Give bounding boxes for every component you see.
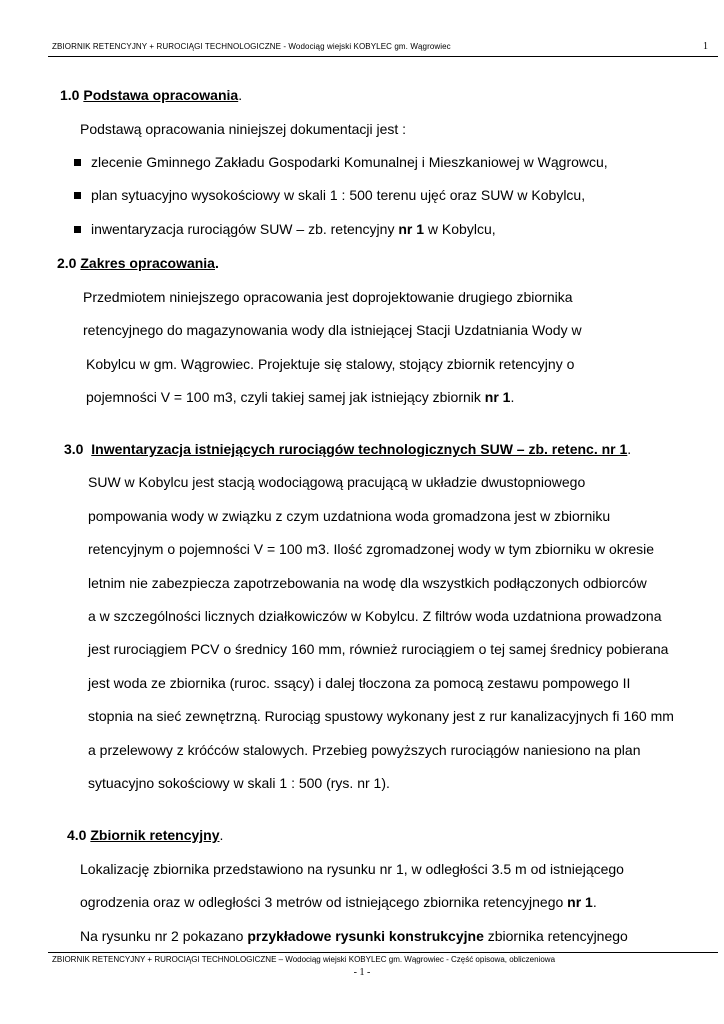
section-2-line-1: Przedmiotem niniejszego opracowania jest doprojektowanie drugiego zbiornika — [83, 289, 573, 305]
footer-page-number: - 1 - — [353, 967, 371, 978]
section-3-line-3: retencyjnym o pojemności V = 100 m3. Ilość zgromadzonej wody w tym zbiorniku w okresie — [88, 541, 655, 557]
header-page-number: 1 — [703, 41, 708, 52]
section-3-number: 3.0 — [64, 441, 88, 457]
header-rule — [48, 56, 718, 57]
bullet-1-icon — [74, 159, 81, 166]
section-4-heading: 4.0 Zbiornik retencyjny. — [67, 827, 224, 843]
section-1-number: 1.0 — [60, 87, 84, 103]
list-item-3-text: inwentaryzacja rurociągów SUW – zb. retencyjny — [91, 221, 399, 237]
section-4-line-3-bold: przykładowe rysunki konstrukcyjne — [247, 928, 484, 944]
running-header: ZBIORNIK RETENCYJNY + RUROCIĄGI TECHNOLOGICZNE - Wodociąg wiejski KOBYLEC gm. Wągrowiec — [52, 42, 451, 51]
section-3-line-5: a w szczególności licznych działkowiczów w Kobylcu. Z filtrów woda uzdatniona prowadzona — [88, 608, 662, 624]
section-4-line-2: ogrodzenia oraz w odległości 3 metrów od istniejącego zbiornika retencyjnego nr 1. — [80, 894, 597, 910]
section-2-line-4-bold: nr 1 — [484, 389, 511, 405]
section-3-line-10: sytuacyjno sokościowy w skali 1 : 500 (rys. nr 1). — [88, 775, 390, 791]
section-2-title: Zakres opracowania — [80, 255, 215, 271]
section-3-line-4: letnim nie zabezpiecza zapotrzebowania na wodę dla wszystkich podłączonych odbiorców — [88, 575, 647, 591]
section-4-line-3-text: Na rysunku nr 2 pokazano — [80, 928, 248, 944]
list-item-3 — [91, 221, 496, 237]
section-2-heading: 2.0 Zakres opracowania. — [57, 255, 219, 271]
section-4-line-3 — [80, 928, 628, 944]
section-2-line-3: Kobylcu w gm. Wągrowiec. Projektuje się stalowy, stojący zbiornik retencyjny o — [86, 356, 575, 372]
list-item-3-bold: nr 1 — [398, 221, 425, 237]
section-2-line-4-text: pojemności V = 100 m3, czyli takiej samej jak istniejący zbiornik — [86, 389, 485, 405]
section-1-intro: Podstawą opracowania niniejszej dokumentacji jest : — [80, 121, 407, 137]
section-1-heading: 1.0 Podstawa opracowania. — [60, 87, 243, 103]
section-3-line-6: jest rurociągiem PCV o średnicy 160 mm, również rurociągiem o tej samej średnicy pobierana — [88, 641, 669, 657]
section-3-heading: 3.0 Inwentaryzacja istniejących rurociągów technologicznych SUW – zb. retenc. nr 1. — [64, 441, 632, 457]
section-4-line-3-tail: zbiornika retencyjnego — [483, 928, 628, 944]
list-item-3-tail: w Kobylcu, — [424, 221, 496, 237]
section-4-line-2-text: ogrodzenia oraz w odległości 3 metrów od istniejącego zbiornika retencyjnego — [80, 894, 568, 910]
section-3-line-1: SUW w Kobylcu jest stacją wodociągową pracującą w układzie dwustopniowego — [88, 474, 586, 490]
list-item-2: plan sytuacyjno wysokościowy w skali 1 : 500 terenu ujęć oraz SUW w Kobylcu, — [91, 187, 586, 203]
section-2-line-2: retencyjnego do magazynowania wody dla istniejącej Stacji Uzdatniania Wody w — [83, 322, 582, 338]
section-4-number: 4.0 — [67, 827, 91, 843]
running-footer: ZBIORNIK RETENCYJNY + RUROCIĄGI TECHNOLOGICZNE – Wodociąg wiejski KOBYLEC gm. Wągrowiec - Część opisowa, obliczeniowa — [52, 955, 556, 964]
section-3-title: Inwentaryzacja istniejących rurociągów technologicznych SUW – zb. retenc. nr 1 — [91, 441, 628, 457]
section-4-title: Zbiornik retencyjny — [90, 827, 220, 843]
section-2-number: 2.0 — [57, 255, 81, 271]
section-3-line-8: stopnia na sieć zewnętrzną. Rurociąg spustowy wykonany jest z rur kanalizacyjnych fi 160 mm — [88, 708, 674, 724]
section-4-line-1: Lokalizację zbiornika przedstawiono na rysunku nr 1, w odległości 3.5 m od istniejącego — [80, 861, 624, 877]
section-4-line-2-bold: nr 1 — [567, 894, 593, 910]
bullet-3-icon — [74, 226, 81, 233]
section-3-line-2: pompowania wody w związku z czym uzdatniona woda gromadzona jest w zbiorniku — [88, 508, 611, 524]
section-3-line-9: a przelewowy z króćców stalowych. Przebieg powyższych rurociągów naniesiono na plan — [88, 742, 641, 758]
bullet-2-icon — [74, 192, 81, 199]
footer-rule — [48, 952, 718, 953]
list-item-1: zlecenie Gminnego Zakładu Gospodarki Komunalnej i Mieszkaniowej w Wągrowcu, — [91, 154, 608, 170]
section-2-line-4: pojemności V = 100 m3, czyli takiej samej jak istniejący zbiornik nr 1. — [86, 389, 515, 405]
section-3-line-7: jest woda ze zbiornika (ruroc. ssący) i dalej tłoczona za pomocą zestawu pompowego II — [88, 675, 631, 691]
section-1-title: Podstawa opracowania — [83, 87, 239, 103]
